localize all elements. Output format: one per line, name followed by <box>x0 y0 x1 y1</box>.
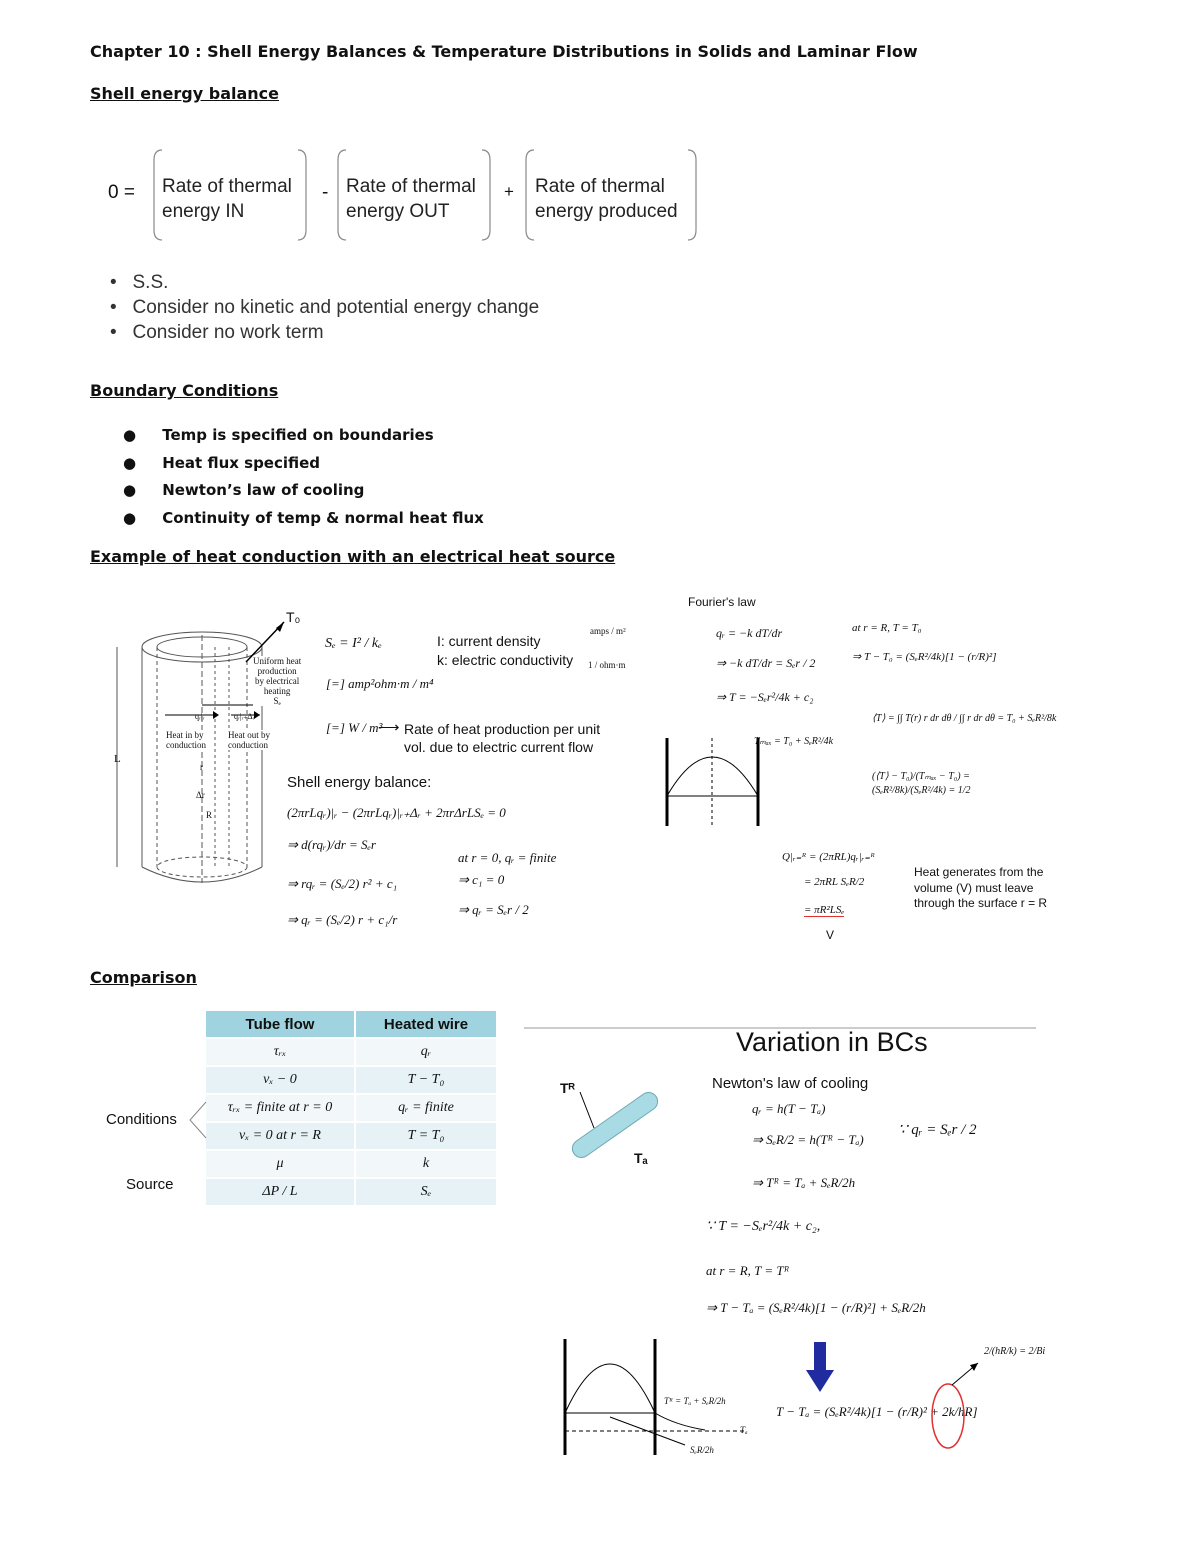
cyl-label-R: R <box>206 810 213 820</box>
table-row <box>206 1066 497 1094</box>
eq-ratio: (⟨T⟩ − T₀)/(Tₘₐₓ − T₀) = (SₑR²/8k)/(SₑR²/4k) = 1/2 <box>872 771 971 796</box>
cyl-label-qr: qᵣ|ᵣ <box>195 712 205 721</box>
eq-bc-3: ⇒ qᵣ = Sₑr / 2 <box>458 902 529 917</box>
def-current-density: I: current density <box>437 633 541 649</box>
page-title: Chapter 10 : Shell Energy Balances & Temperature Distributions in Solids and Laminar Flow <box>90 42 918 61</box>
eq-newton-6: ⇒ T − Tₐ = (SₑR²/4k)[1 − (r/R)²] + SₑR/2h <box>706 1300 926 1315</box>
eq-bc-1: at r = 0, qᵣ = finite <box>458 850 557 865</box>
table-cell: μ <box>206 1150 355 1178</box>
bc-item: ● Temp is specified on boundaries <box>123 426 434 444</box>
parabola-plot <box>662 728 767 828</box>
eq-bi: 2/(hR/k) = 2/Bi <box>984 1346 1046 1357</box>
assumption-item: • S.S. <box>110 272 169 293</box>
minus-sign: - <box>322 182 329 203</box>
eq-unit-1: [=] amp²ohm·m / m⁴ <box>326 676 434 691</box>
label-tr: Tᴿ <box>560 1080 575 1096</box>
wire-illustration <box>560 1080 670 1170</box>
bc-item: ● Heat flux specified <box>123 453 321 472</box>
table-row <box>206 1178 497 1206</box>
table-cell: qᵣ <box>355 1038 497 1066</box>
section-example-heading: Example of heat conduction with an electrical heat source <box>90 547 616 566</box>
table-row <box>206 1094 497 1122</box>
eq-newton-5: at r = R, T = Tᴿ <box>706 1263 790 1278</box>
assumption-item: • Consider no work term <box>110 322 324 343</box>
fourier-label: Fourier's law <box>688 595 756 609</box>
section-bc-heading: Boundary Conditions <box>90 381 279 400</box>
table-row <box>206 1150 497 1178</box>
comparison-table <box>206 1011 498 1207</box>
eq-fourier-1: qᵣ = −k dT/dr <box>716 626 783 640</box>
eq-newton-4: ∵ T = −Sₑr²/4k + c₂, <box>706 1219 821 1234</box>
plot-label-srh: SₑR/2h <box>690 1445 714 1455</box>
eq-unit-2: [=] W / m³ <box>326 720 383 735</box>
def-electric-conductivity: k: electric conductivity <box>437 652 574 668</box>
table-cell: k <box>355 1150 497 1178</box>
label-source: Source <box>126 1176 174 1193</box>
arrow-right-icon: ⟶ <box>378 719 400 736</box>
plot-label-tr: Tᴿ = Tₐ + SₑR/2h <box>664 1396 726 1406</box>
eq-t-average: ⟨T⟩ = ∫∫ T(r) r dr dθ / ∫∫ r dr dθ = T₀ + SₑR²/8k <box>872 713 1057 724</box>
shell-balance-label: Shell energy balance: <box>287 774 432 791</box>
label-ta: Tₐ <box>634 1150 648 1166</box>
table-cell: vₓ − 0 <box>206 1066 355 1094</box>
table-cell: T = T₀ <box>355 1122 497 1150</box>
eq-at-r: at r = R, T = T₀ <box>852 622 922 634</box>
table-row <box>206 1038 497 1066</box>
t0-arrow <box>240 620 290 665</box>
table-cell: ΔP / L <box>206 1178 355 1206</box>
heat-generation-note: Heat generates from the volume (V) must leave through the surface r = R <box>914 865 1048 910</box>
assumption-item: • Consider no kinetic and potential energy change <box>110 297 540 318</box>
newton-label: Newton's law of cooling <box>712 1075 869 1092</box>
plus-sign: + <box>504 182 514 201</box>
table-cell: τᵣₓ <box>206 1038 355 1066</box>
table-row <box>206 1122 497 1150</box>
eq-se: Sₑ = I² / kₑ <box>325 636 382 651</box>
label-volume: V <box>826 928 835 942</box>
table-cell: Sₑ <box>355 1178 497 1206</box>
box-energy-in: Rate of thermal energy IN <box>162 176 292 222</box>
eq-bc-2: ⇒ c₁ = 0 <box>458 872 505 887</box>
cyl-label-dr: Δr <box>196 790 205 800</box>
eq-shell-2: ⇒ d(rqᵣ)/dr = Sₑr <box>287 837 376 852</box>
box-energy-out: Rate of thermal energy OUT <box>346 176 476 222</box>
variation-title: Variation in BCs <box>736 1027 928 1057</box>
eq-q-1: Q|ᵣ₌ᴿ = (2πRL)qᵣ|ᵣ₌ᴿ <box>782 851 875 863</box>
cyl-label-heat-in: Heat in by conduction <box>166 730 206 750</box>
cyl-label-uniform: Uniform heat production by electrical heating Sₑ <box>253 656 302 706</box>
eq-shell-4: ⇒ qᵣ = (Sₑ/2) r + c₁/r <box>287 912 398 927</box>
table-cell: qᵣ = finite <box>355 1094 497 1122</box>
eq-q-2: = 2πRL SₑR/2 <box>804 876 865 888</box>
eq-shell-1: (2πrLqᵣ)|ᵣ − (2πrLqᵣ)|ᵣ₊Δᵣ + 2πrΔrLSₑ = 0 <box>287 805 506 820</box>
eq-newton-1: qᵣ = h(T − Tₐ) <box>752 1101 826 1116</box>
eq-newton-2: ⇒ SₑR/2 = h(Tᴿ − Tₐ) <box>752 1132 864 1147</box>
down-arrow-icon <box>806 1342 834 1394</box>
plot-label-ta: Tₐ <box>740 1425 748 1435</box>
eq-q-3: = πR²LSₑ <box>804 904 845 916</box>
bc-item: ● Newton’s law of cooling <box>123 481 365 499</box>
box-energy-produced: Rate of thermal energy produced <box>535 176 678 222</box>
cyl-label-L: L <box>114 753 121 765</box>
unit-amps: amps / m² <box>590 626 626 636</box>
eq-fourier-2: ⇒ −k dT/dr = Sₑr / 2 <box>716 656 816 670</box>
cyl-label-heat-out: Heat out by conduction <box>228 730 270 750</box>
bc-list <box>123 422 484 532</box>
eq-newton-7: T − Tₐ = (SₑR²/4k)[1 − (r/R)² + 2k/hR] <box>776 1404 978 1419</box>
cyl-label-r: r <box>200 762 203 772</box>
eq-tmax: Tₘₐₓ = T₀ + SₑR²/4k <box>754 736 834 747</box>
assumption-list <box>110 270 539 345</box>
eq-t-profile: ⇒ T − T₀ = (SₑR²/4k)[1 − (r/R)²] <box>852 651 997 663</box>
label-t0: T₀ <box>286 609 301 625</box>
bc-item: ● Continuity of temp & normal heat flux <box>123 508 484 527</box>
eq-newton-because: ∵ qᵣ = Sₑr / 2 <box>898 1122 977 1138</box>
rate-description: Rate of heat production per unit vol. due to electric current flow <box>404 721 601 755</box>
table-cell: vₓ = 0 at r = R <box>206 1122 355 1150</box>
conditions-bracket <box>186 1100 208 1140</box>
col-heated-wire: Heated wire <box>355 1011 497 1038</box>
table-cell: T − T₀ <box>355 1066 497 1094</box>
table-cell: τᵣₓ = finite at r = 0 <box>206 1094 355 1122</box>
label-conditions: Conditions <box>106 1111 177 1128</box>
eq-shell-3: ⇒ rqᵣ = (Sₑ/2) r² + c₁ <box>287 876 398 891</box>
eq-newton-3: ⇒ Tᴿ = Tₐ + SₑR/2h <box>752 1175 856 1190</box>
section-comparison-heading: Comparison <box>90 968 197 987</box>
table-header-row <box>206 1011 497 1038</box>
unit-ohm: 1 / ohm·m <box>588 660 626 670</box>
bi-highlight <box>930 1345 990 1455</box>
cyl-label-qrdr: qᵣ|ᵣ₊Δᵣ <box>234 712 255 721</box>
section-shell-heading: Shell energy balance <box>90 84 279 103</box>
col-tube-flow: Tube flow <box>206 1011 355 1038</box>
eq-fourier-3: ⇒ T = −Sₑr²/4k + c₂ <box>716 690 814 704</box>
balance-lhs: 0 = <box>108 182 135 203</box>
